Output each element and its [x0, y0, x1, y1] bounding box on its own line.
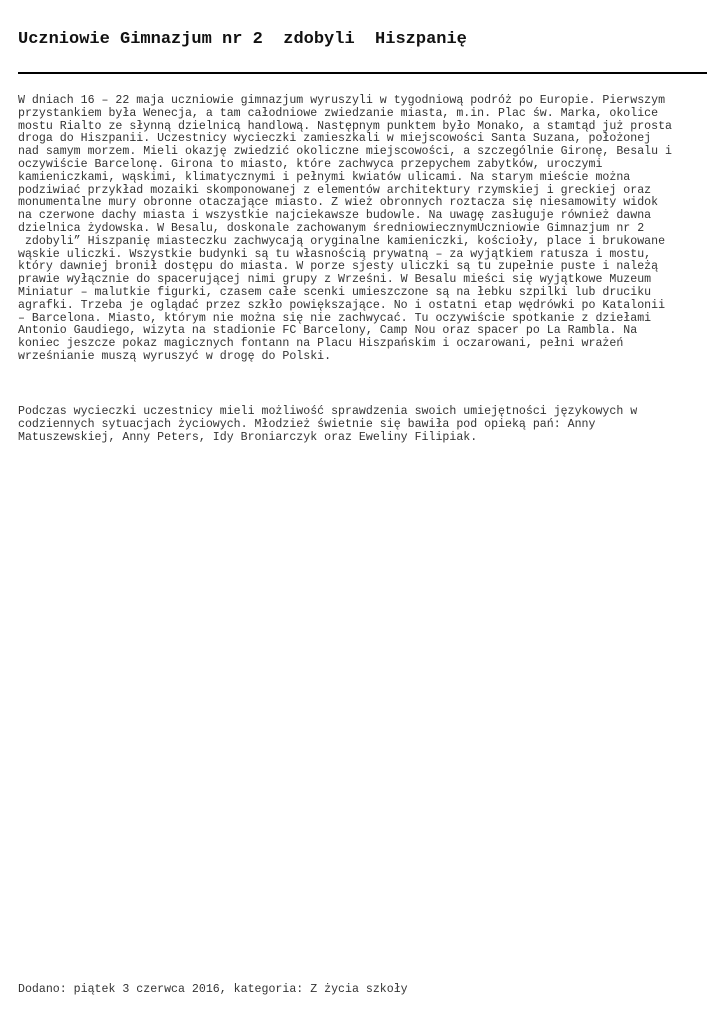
- article-paragraph-2: Podczas wycieczki uczestnicy mieli możliwość sprawdzenia swoich umiejętności językowych w codziennych sytuacjach życiowych. Młodzież świetnie się bawiła pod opieką pań: Anny Matuszewskiej, Anny Peters, Idy Broniarczyk oraz Eweliny Filipiak.: [18, 405, 638, 444]
- title-divider: [18, 72, 707, 74]
- article-paragraph-1: W dniach 16 – 22 maja uczniowie gimnazjum wyruszyli w tygodniową podróż po Europie. Pierwszym przystankiem była Wenecja, a tam całodniowe zwiedzanie miasta, m.in. Plac św. Marka, okolice mostu Rialto ze słynną dzielnicą handlową. Następnym punktem było Monako, a stamtąd już prosta droga do Hiszpanii. Uczestnicy wycieczki zamieszkali w miejscowości Santa Suzana, położonej nad samym morzem. Mieli okazję zwiedzić okoliczne miejscowości, a szczególnie Gironę, Besalu i oczywiście Barcelonę. Girona to miasto, które zachwyca przepychem zabytków, uroczymi kamieniczkami, wąskimi, klimatycznymi i pełnymi kwiatów ulicami. Na starym mieście można podziwiać przykład mozaiki skomponowanej z elementów architektury rzymskiej i greckiej oraz monumentalne mury obronne otaczające miasto. Z wież obronnych roztacza się niesamowity widok na czerwone dachy miasta i wszystkie najciekawsze budowle. Na uwagę zasługuje również dawna dzielnica żydowska. W Besalu, doskonale zachowanym średniowiecznymUczniowie Gimnazjum nr 2 zdobyli” Hiszpanię miasteczku zachwycają oryginalne kamieniczki, kościoły, place i brukowane wąskie uliczki. Wszystkie budynki są tu własnością prywatną – za wyjątkiem ratusza i mostu, który dawniej bronił dostępu do miasta. W porze sjesty uliczki są tu zupełnie puste i należą prawie wyłącznie do spacerującej nimi grupy z Wrześni. W Besalu mieści się wyjątkowe Muzeum Miniatur – malutkie figurki, czasem całe scenki umieszczone są na łebku szpilki lub druciku agrafki. Trzeba je oglądać przez szkło powiększające. No i ostatni etap wędrówki po Katalonii – Barcelona. Miasto, którym nie można się nie zachwycać. Tu oczywiście spotkanie z dziełami Antonio Gaudiego, wizyta na stadionie FC Barcelony, Camp Nou oraz spacer po La Rambla. Na koniec jeszcze pokaz magicznych fontann na Placu Hiszpańskim i oczarowani, pełni wrażeń wrześnianie muszą wyruszyć w drogę do Polski.: [18, 94, 672, 363]
- article-title: Uczniowie Gimnazjum nr 2 zdobyli Hiszpanię: [18, 30, 467, 49]
- article-footer: Dodano: piątek 3 czerwca 2016, kategoria: Z życia szkoły: [18, 983, 408, 996]
